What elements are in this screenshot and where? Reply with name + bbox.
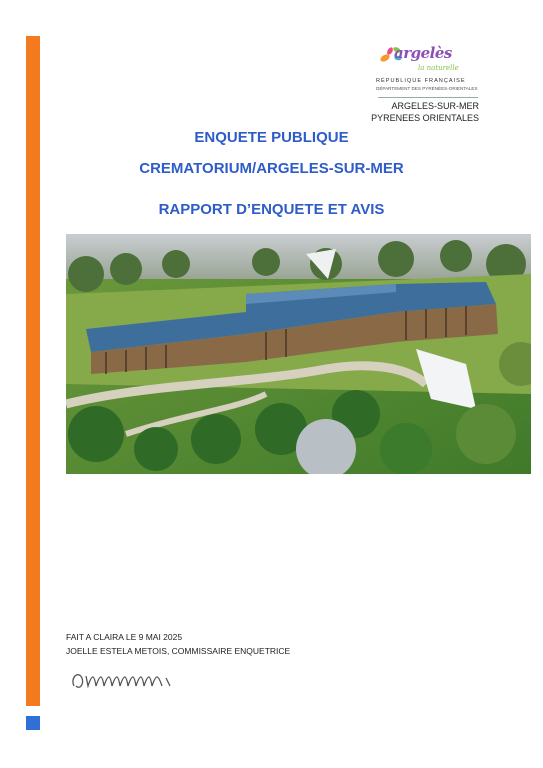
report-title: RAPPORT D’ENQUETE ET AVIS bbox=[158, 201, 385, 218]
author-line: JOELLE ESTELA METOIS, COMMISSAIRE ENQUETRICE bbox=[66, 646, 291, 656]
logo-tagline: la naturelle bbox=[418, 64, 459, 72]
corner-accent-square bbox=[26, 716, 40, 730]
crematorium-rendering-image bbox=[66, 234, 531, 474]
title-line-1: ENQUETE PUBLIQUE bbox=[194, 129, 349, 146]
side-accent-bar bbox=[26, 36, 40, 706]
location-city: ARGELES-SUR-MER bbox=[391, 101, 479, 111]
place-date-line: FAIT A CLAIRA LE 9 MAI 2025 bbox=[66, 632, 183, 642]
signature-image bbox=[66, 664, 206, 696]
location-region: PYRENEES ORIENTALES bbox=[371, 113, 479, 123]
argeles-logo bbox=[372, 40, 482, 98]
header-divider bbox=[378, 97, 478, 98]
republic-label: RÉPUBLIQUE FRANÇAISE bbox=[376, 78, 466, 84]
department-label: DÉPARTEMENT DES PYRÉNÉES-ORIENTALES bbox=[376, 86, 478, 91]
title-line-2: CREMATORIUM/ARGELES-SUR-MER bbox=[139, 160, 404, 177]
logo-wordmark: argelès bbox=[394, 44, 452, 62]
